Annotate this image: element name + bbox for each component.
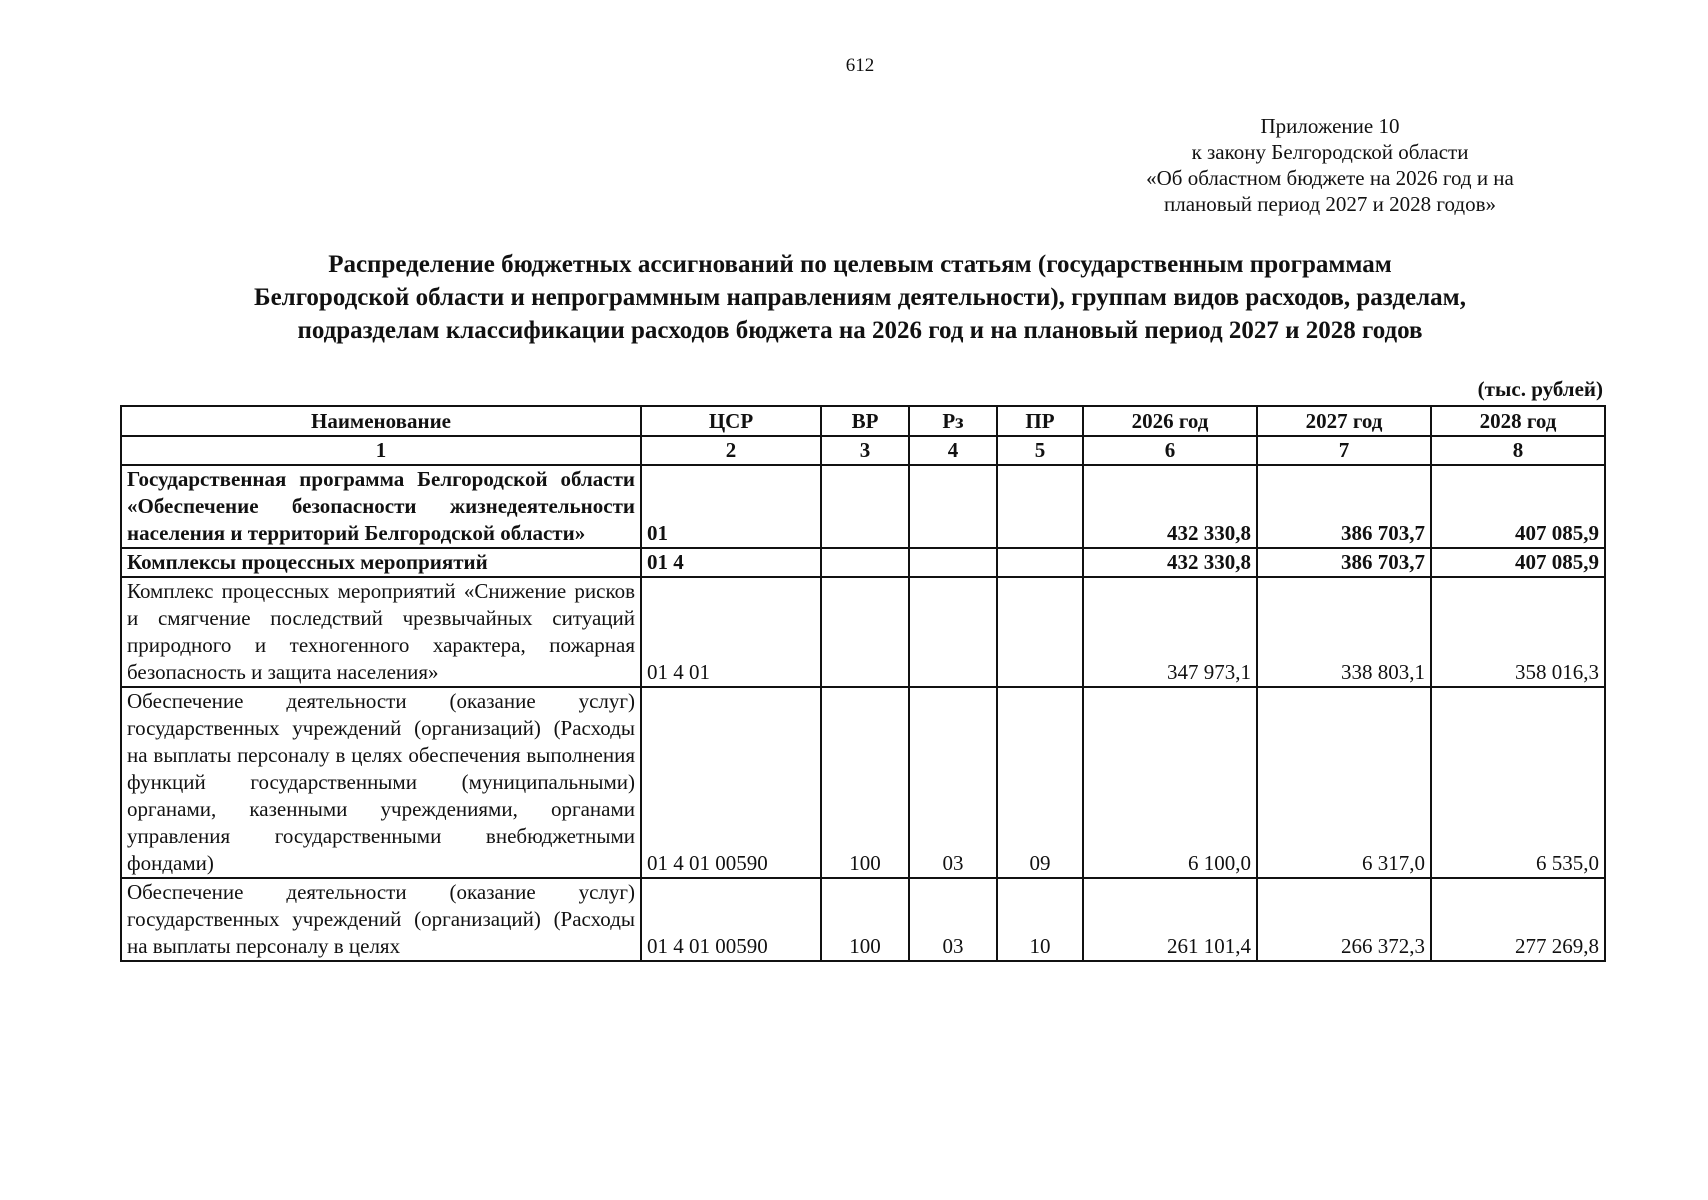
- row-csr: 01 4 01: [641, 577, 821, 687]
- column-number: 4: [909, 436, 997, 465]
- units-label: (тыс. рублей): [1477, 377, 1603, 401]
- appendix-line: плановый период 2027 и 2028 годов»: [1164, 192, 1496, 216]
- appendix-line: к закону Белгородской области: [1191, 140, 1469, 164]
- column-number: 7: [1257, 436, 1431, 465]
- row-amount-2028: 277 269,8: [1431, 878, 1605, 961]
- header-pr: ПР: [997, 406, 1083, 436]
- row-vr: [821, 465, 909, 548]
- row-amount-2026: 6 100,0: [1083, 687, 1257, 878]
- row-pr: [997, 465, 1083, 548]
- row-pr: [997, 548, 1083, 577]
- row-vr: [821, 577, 909, 687]
- title-line: подразделам классификации расходов бюджета на 2026 год и на плановый период 2027 и 2028 годов: [297, 317, 1423, 344]
- appendix-line: Приложение 10: [1260, 114, 1400, 138]
- header-csr: ЦСР: [641, 406, 821, 436]
- column-number: 8: [1431, 436, 1605, 465]
- row-rz: [909, 577, 997, 687]
- row-name: Обеспечение деятельности (оказание услуг) государственных учреждений (организаций) (Расходы на выплаты персоналу в целях обеспечения выполнения функций государственными (муниципальными) органами, казенными учреждениями, органами управления государственными внебюджетными фондами): [121, 687, 641, 878]
- row-amount-2026: 261 101,4: [1083, 878, 1257, 961]
- column-number: 3: [821, 436, 909, 465]
- page-number: 612: [845, 55, 875, 76]
- row-rz: 03: [909, 687, 997, 878]
- column-number: 1: [121, 436, 641, 465]
- row-rz: 03: [909, 878, 997, 961]
- row-name: Государственная программа Белгородской области «Обеспечение безопасности жизнедеятельности населения и территорий Белгородской области»: [121, 465, 641, 548]
- table-row: [121, 687, 1605, 878]
- row-pr: 10: [997, 878, 1083, 961]
- row-amount-2027: 386 703,7: [1257, 465, 1431, 548]
- header-name: Наименование: [121, 406, 641, 436]
- column-number: 2: [641, 436, 821, 465]
- row-pr: [997, 577, 1083, 687]
- row-rz: [909, 465, 997, 548]
- row-vr: [821, 548, 909, 577]
- row-csr: 01 4 01 00590: [641, 878, 821, 961]
- row-name: Комплексы процессных мероприятий: [121, 548, 641, 577]
- table-row: [121, 548, 1605, 577]
- header-vr: ВР: [821, 406, 909, 436]
- document-title: [150, 248, 1570, 347]
- table-header-row: [121, 406, 1605, 436]
- header-2027: 2027 год: [1257, 406, 1431, 436]
- row-name: Комплекс процессных мероприятий «Снижение рисков и смягчение последствий чрезвычайных ситуаций природного и техногенного характера, пожарная безопасность и защита населения»: [121, 577, 641, 687]
- table-row: [121, 465, 1605, 548]
- budget-table: [120, 405, 1606, 962]
- column-number: 5: [997, 436, 1083, 465]
- header-2026: 2026 год: [1083, 406, 1257, 436]
- row-name: Обеспечение деятельности (оказание услуг) государственных учреждений (организаций) (Расходы на выплаты персоналу в целях: [121, 878, 641, 961]
- row-pr: 09: [997, 687, 1083, 878]
- row-amount-2026: 432 330,8: [1083, 465, 1257, 548]
- row-csr: 01 4 01 00590: [641, 687, 821, 878]
- row-vr: 100: [821, 878, 909, 961]
- row-amount-2028: 407 085,9: [1431, 548, 1605, 577]
- row-amount-2028: 6 535,0: [1431, 687, 1605, 878]
- appendix-block: [1060, 113, 1600, 217]
- title-line: Распределение бюджетных ассигнований по целевым статьям (государственным программам: [328, 251, 1392, 278]
- row-amount-2028: 407 085,9: [1431, 465, 1605, 548]
- row-csr: 01 4: [641, 548, 821, 577]
- row-amount-2027: 338 803,1: [1257, 577, 1431, 687]
- header-2028: 2028 год: [1431, 406, 1605, 436]
- title-line: Белгородской области и непрограммным направлениям деятельности), группам видов расходов, разделам,: [254, 284, 1466, 311]
- row-amount-2027: 6 317,0: [1257, 687, 1431, 878]
- row-amount-2027: 386 703,7: [1257, 548, 1431, 577]
- column-number: 6: [1083, 436, 1257, 465]
- row-amount-2026: 347 973,1: [1083, 577, 1257, 687]
- row-amount-2027: 266 372,3: [1257, 878, 1431, 961]
- appendix-line: «Об областном бюджете на 2026 год и на: [1146, 166, 1514, 190]
- column-number-row: [121, 436, 1605, 465]
- row-amount-2028: 358 016,3: [1431, 577, 1605, 687]
- table-row: [121, 878, 1605, 961]
- row-csr: 01: [641, 465, 821, 548]
- row-rz: [909, 548, 997, 577]
- table-row: [121, 577, 1605, 687]
- row-vr: 100: [821, 687, 909, 878]
- header-rz: Рз: [909, 406, 997, 436]
- row-amount-2026: 432 330,8: [1083, 548, 1257, 577]
